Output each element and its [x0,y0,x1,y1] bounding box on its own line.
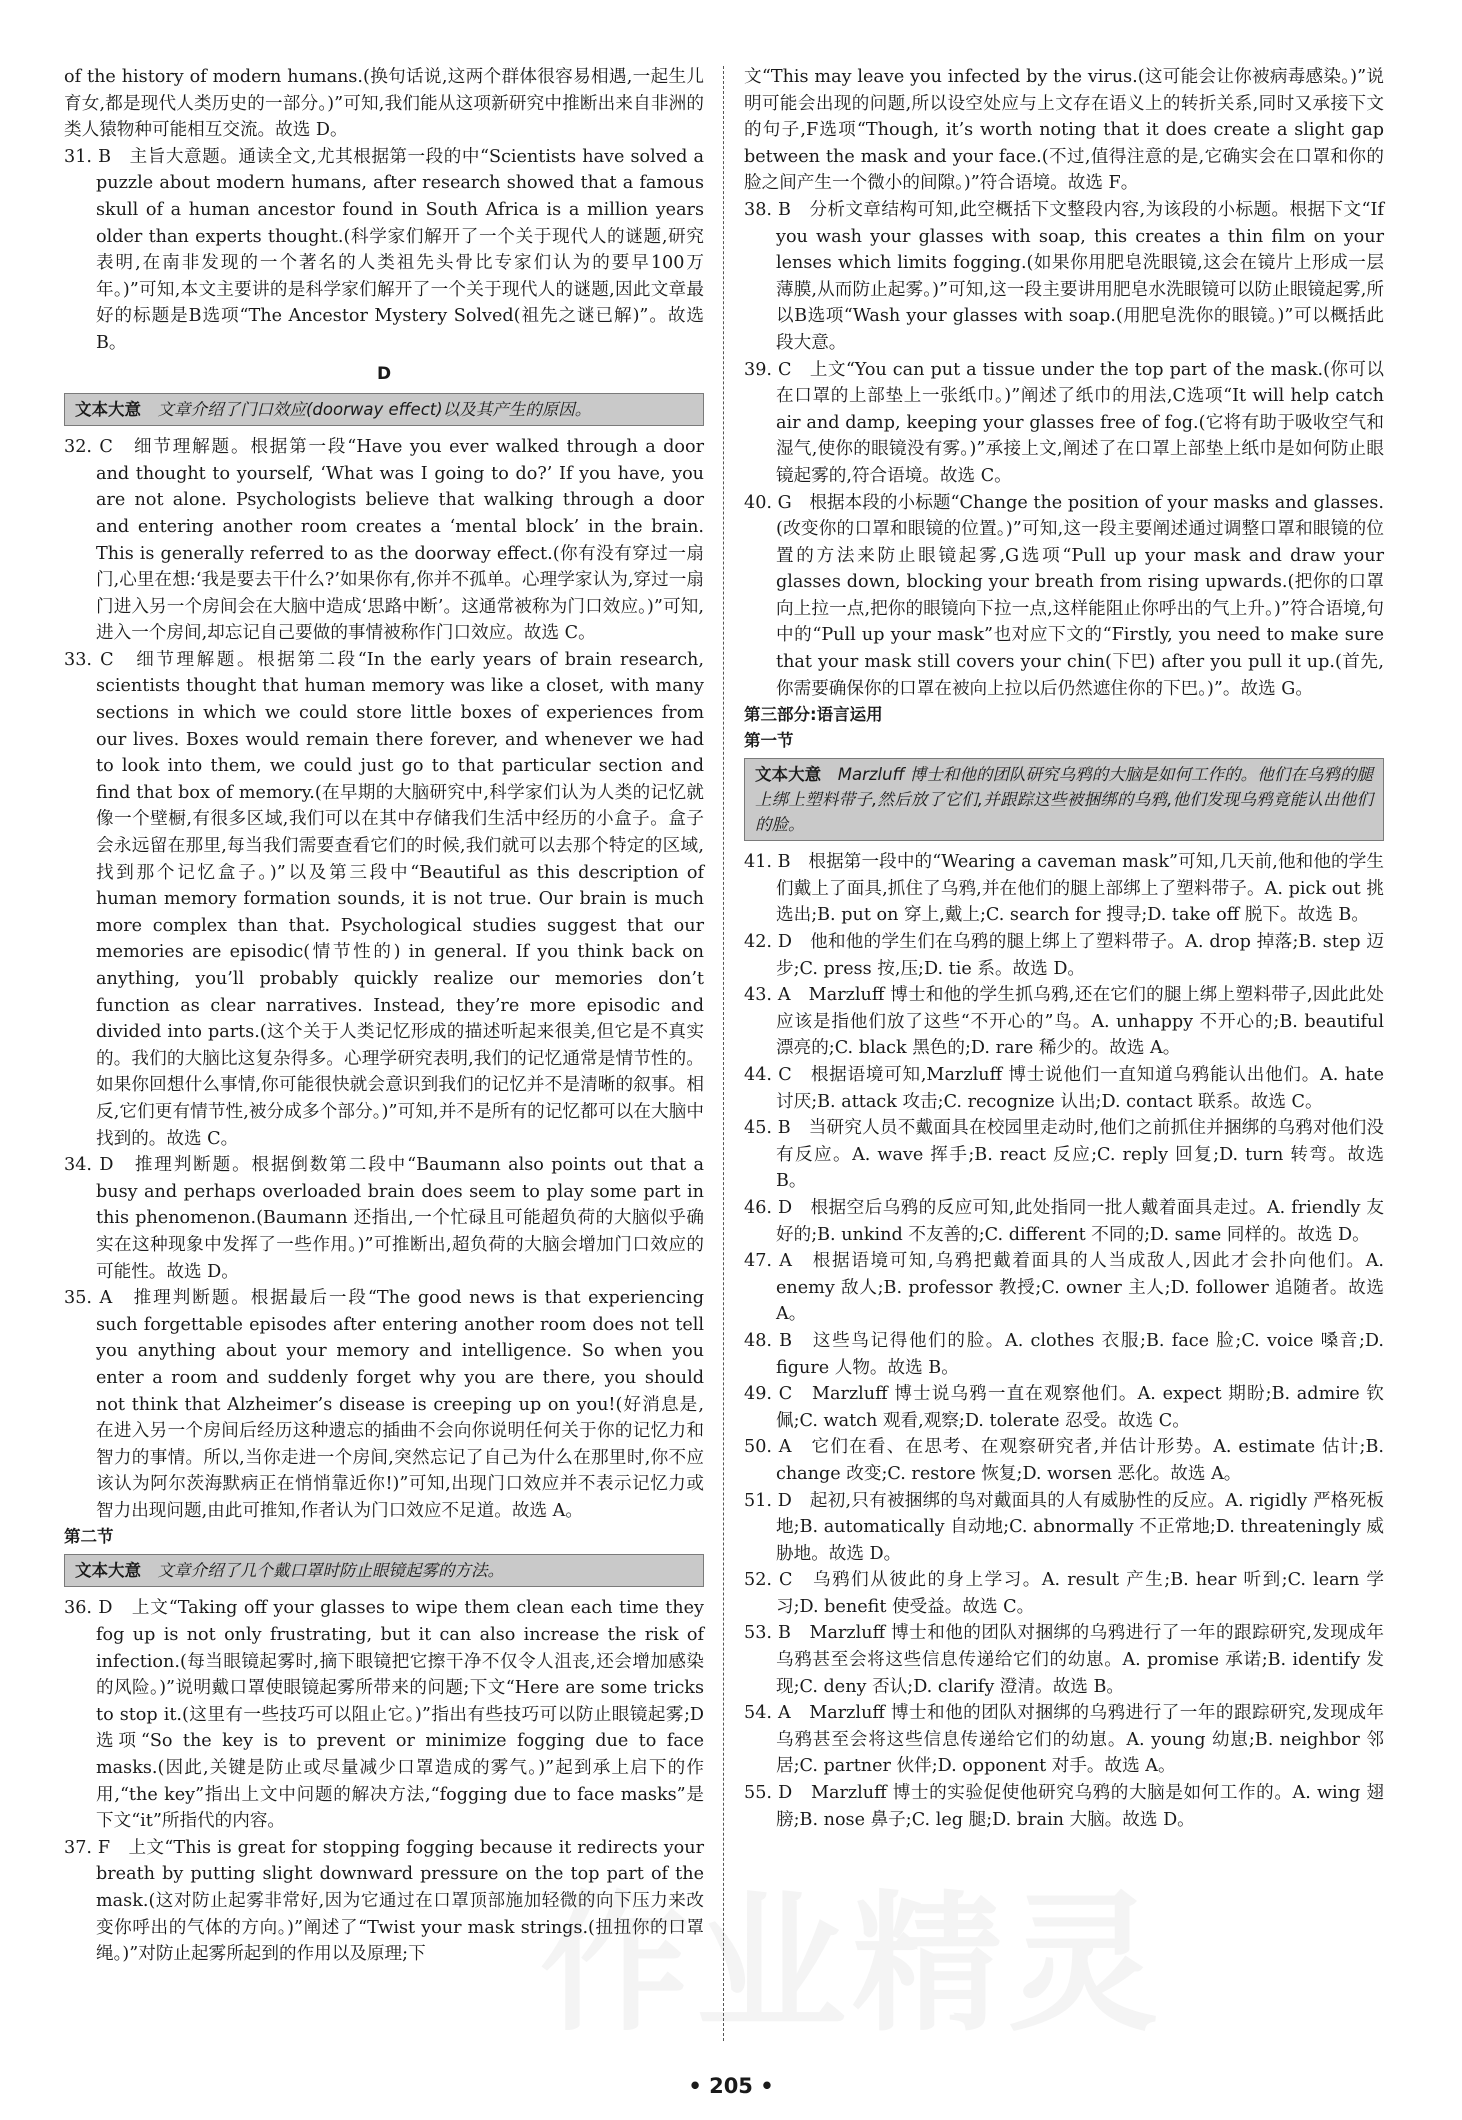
page-number: • 205 • [688,2074,774,2098]
answer-explanation: 37. F 上文“This is great for stopping fogging because it redirects your breath by putting slight downward pressure on the top part of the mask.(这对防止起雾非常好,因为它通过在口罩顶部施加轻微的向下压力来改变你呼出的气体的方向。)”阐述了“Twist your mask strings.(扭扭你的口罩绳。)”对防止起雾所起到的作用以及原理;下 [64,1837,704,1965]
answer-explanation: 52. C 乌鸦们从彼此的身上学习。A. result 产生;B. hear 听到;C. learn 学习;D. benefit 使受益。故选 C。 [744,1570,1384,1617]
answer-explanation: 41. B 根据第一段中的“Wearing a caveman mask”可知,几天前,他和他的学生们戴上了面具,抓住了乌鸦,并在他们的腿上部绑上了塑料带子。A. pick out 挑选出;B. put on 穿上,戴上;C. search for 搜寻;D. take off 脱下。故选 B。 [744,852,1384,926]
answer-explanation: 39. C 上文“You can put a tissue under the top part of the mask.(你可以在口罩的上部垫上一张纸巾。)”阐述了纸巾的用法,C选项“It will help catch air and damp, keeping your glasses free of fog.(它将有助于吸收空气和湿气,使你的眼镜没有雾。)”承接上文,阐述了在口罩上部垫上纸巾是如何防止眼镜起雾的,符合语境。故选 C。 [744,359,1384,486]
summary-text: 文章介绍了几个戴口罩时防止眼镜起雾的方法。 [157,1561,504,1581]
summary-box [744,758,1384,841]
left-column [64,64,704,1968]
answer-explanation: 34. D 推理判断题。根据倒数第二段中“Baumann also points out that a busy and perhaps overloaded brain does seem to play some part in this phenomenon.(Baumann 还指出,一个忙碌且可能超负荷的大脑似乎确实在这种现象中发挥了一些作用。)”可推断出,超负荷的大脑会增加门口效应的可能性。故选 D。 [64,1155,704,1282]
summary-label: 文本大意 [75,1561,141,1581]
answer-explanation: 31. B 主旨大意题。通读全文,尤其根据第一段的中“Scientists have solved a puzzle about modern humans, after research showed that a famous skull of a human ancestor found in South Africa is a million years older than experts thought.(科学家们解开了一个关于现代人的谜题,研究表明,在南非发现的一个著名的人类祖先头骨比专家们认为的要早100万年。)”可知,本文主要讲的是科学家们解开了一个关于现代人的谜题,因此文章最好的标题是B选项“The Ancestor Mystery Solved(祖先之谜已解)”。故选 B。 [64,146,704,353]
answer-explanation: 54. A Marzluff 博士和他的团队对捆绑的乌鸦进行了一年的跟踪研究,发现成年乌鸦甚至会将这些信息传递给它们的幼崽。A. young 幼崽;B. neighbor 邻居;C. partner 伙伴;D. opponent 对手。故选 A。 [744,1703,1384,1777]
answer-explanation: 43. A Marzluff 博士和他的学生抓乌鸦,还在它们的腿上绑上塑料带子,因此此处应该是指他们放了这些“不开心的”鸟。A. unhappy 不开心的;B. beautiful 漂亮的;C. black 黑色的;D. rare 稀少的。故选 A。 [744,985,1384,1059]
answer-explanation: 42. D 他和他的学生们在乌鸦的腿上绑上了塑料带子。A. drop 掉落;B. step 迈步;C. press 按,压;D. tie 系。故选 D。 [744,932,1384,979]
section-heading: 第三部分:语言运用 [744,705,883,725]
answer-explanation: 38. B 分析文章结构可知,此空概括下文整段内容,为该段的小标题。根据下文“If you wash your glasses with soap, this creates a thin film on your lenses which limits fogging.(如果你用肥皂洗眼镜,这会在镜片上形成一层薄膜,从而防止起雾。)”可知,这一段主要讲用肥皂水洗眼镜可以防止眼镜起雾,所以B选项“Wash your glasses with soap.(用肥皂洗你的眼镜。)”可以概括此段大意。 [744,199,1384,353]
answer-explanation: 44. C 根据语境可知,Marzluff 博士说他们一直知道乌鸦能认出他们。A. hate 讨厌;B. attack 攻击;C. recognize 认出;D. contact 联系。故选 C。 [744,1065,1384,1112]
answer-explanation: 49. C Marzluff 博士说乌鸦一直在观察他们。A. expect 期盼;B. admire 钦佩;C. watch 观看,观察;D. tolerate 忍受。故选 C。 [744,1384,1384,1431]
answer-explanation: 33. C 细节理解题。根据第二段“In the early years of brain research, scientists thought that human memory was like a closet, with many sections in which we could store little boxes of experiences from our lives. Boxes would remain there forever, and whenever we had to look into them, we could just go to that particular section and find that box of memory.(在早期的大脑研究中,科学家们认为人类的记忆就像一个壁橱,有很多区域,我们可以在其中存储我们生活中经历的小盒子。盒子会永远留在那里,每当我们需要查看它们的时候,我们就可以去那个特定的区域,找到那个记忆盒子。)”以及第三段中“Beautiful as this description of human memory formation sounds, it is not true. Our brain is much more complex than that. Psychological studies suggest that our memories are episodic(情节性的) in general. If you think back on anything, you’ll probably quickly realize our memories don’t function as clear narratives. Instead, they’re more episodic and divided into parts.(这个关于人类记忆形成的描述听起来很美,但它是不真实的。我们的大脑比这复杂得多。心理学研究表明,我们的记忆通常是情节性的。如果你回想什么事情,你可能很快就会意识到我们的记忆并不是清晰的叙事。相反,它们更有情节性,被分成多个部分。)”可知,并不是所有的记忆都可以在大脑中找到的。故选 C。 [64,649,704,1149]
summary-box [64,1554,704,1587]
section-heading: 第一节 [744,731,794,751]
answer-explanation: 35. A 推理判断题。根据最后一段“The good news is that experiencing such forgettable episodes after entering another room does not tell you anything about your memory and intelligence. So when you enter a room and suddenly forget why you are there, you should not think that Alzheimer’s disease is creeping up on you!(好消息是,在进入另一个房间后经历这种遗忘的插曲不会向你说明任何关于你的记忆力和智力的事情。所以,当你走进一个房间,突然忘记了自己为什么在那里时,你不应该认为阿尔茨海默病正在悄悄靠近你!)”可知,出现门口效应并不表示记忆力或智力出现问题,由此可推知,作者认为门口效应不足道。故选 A。 [64,1288,704,1521]
answer-explanation: 45. B 当研究人员不戴面具在校园里走动时,他们之前抓住并捆绑的乌鸦对他们没有反应。A. wave 挥手;B. react 反应;C. reply 回复;D. turn 转弯。故选 B。 [744,1118,1384,1192]
right-column [744,64,1384,1833]
passage-letter: D [376,363,392,384]
answer-explanation: 32. C 细节理解题。根据第一段“Have you ever walked through a door and thought to yourself, ‘What was I going to do?’ If you have, you are not alone. Psychologists believe that walking through a door and entering another room creates a ‘mental block’ in the brain. This is generally referred to as the doorway effect.(你有没有穿过一扇门,心里在想:‘我是要去干什么?’如果你有,你并不孤单。心理学家认为,穿过一扇门进入另一个房间会在大脑中造成‘思路中断’。这通常被称为门口效应。)”可知,进入一个房间,却忘记自己要做的事情被称作门口效应。故选 C。 [64,437,704,644]
answer-explanation: 51. D 起初,只有被捆绑的鸟对戴面具的人有威胁性的反应。A. rigidly 严格死板地;B. automatically 自动地;C. abnormally 不正常地;D. threateningly 威胁地。故选 D。 [744,1490,1384,1564]
answer-explanation: 36. D 上文“Taking off your glasses to wipe them clean each time they fog up is not only frustrating, but it can also increase the risk of infection.(每当眼镜起雾时,摘下眼镜把它擦干净不仅令人沮丧,还会增加感染的风险。)”说明戴口罩使眼镜起雾所带来的问题;下文“Here are some tricks to stop it.(这里有一些技巧可以阻止它。)”指出有些技巧可以防止眼镜起雾;D选项“So the key is to prevent or minimize fogging due to face masks.(因此,关键是防止或尽量减少口罩造成的雾气。)”起到承上启下的作用,“the key”指出上文中问题的解决方法,“fogging due to face masks”是下文“it”所指代的内容。 [64,1598,704,1832]
answer-explanation: 46. D 根据空后乌鸦的反应可知,此处指同一批人戴着面具走过。A. friendly 友好的;B. unkind 不友善的;C. different 不同的;D. same 同样的。故选 D。 [744,1197,1384,1245]
answer-explanation: 50. A 它们在看、在思考、在观察研究者,并估计形势。A. estimate 估计;B. change 改变;C. restore 恢复;D. worsen 恶化。故选 A。 [744,1437,1384,1484]
answer-explanation: 47. A 根据语境可知,乌鸦把戴着面具的人当成敌人,因此才会扑向他们。A. enemy 敌人;B. professor 教授;C. owner 主人;D. follower 追随者。故选 A。 [744,1251,1384,1325]
summary-label: 文本大意 [75,400,141,420]
paragraph: 文“This may leave you infected by the virus.(这可能会让你被病毒感染。)”说明可能会出现的问题,所以设空处应与上文存在语义上的转折关系,同时又承接下文的句子,F选项“Though, it’s worth noting that it does create a slight gap between the mask and your face.(不过,值得注意的是,它确实会在口罩和你的脸之间产生一个微小的间隙。)”符合语境。故选 F。 [744,67,1384,194]
summary-text: 文章介绍了门口效应(doorway effect)以及其产生的原因。 [157,400,592,420]
answer-explanation: 55. D Marzluff 博士的实验促使他研究乌鸦的大脑是如何工作的。A. wing 翅膀;B. nose 鼻子;C. leg 腿;D. brain 大脑。故选 D。 [744,1783,1384,1830]
answer-explanation: 53. B Marzluff 博士和他的团队对捆绑的乌鸦进行了一年的跟踪研究,发现成年乌鸦甚至会将这些信息传递给它们的幼崽。A. promise 承诺;B. identify 发现;C. deny 否认;D. clarify 澄清。故选 B。 [744,1623,1384,1697]
watermark: 作业精灵 [540,1878,1165,2052]
summary-text: Marzluff 博士和他的团队研究乌鸦的大脑是如何工作的。他们在乌鸦的腿上绑上塑料带子,然后放了它们,并跟踪这些被捆绑的乌鸦,他们发现乌鸦竟能认出他们的脸。 [755,765,1373,835]
column-divider [723,66,724,2041]
answer-explanation: 48. B 这些鸟记得他们的脸。A. clothes 衣服;B. face 脸;C. voice 嗓音;D. figure 人物。故选 B。 [744,1330,1384,1378]
summary-label: 文本大意 [755,765,822,785]
section-heading: 第二节 [64,1527,114,1547]
answer-explanation: 40. G 根据本段的小标题“Change the position of your masks and glasses.(改变你的口罩和眼镜的位置。)”可知,这一段主要阐述通过调整口罩和眼镜的位置的方法来防止眼镜起雾,G选项“Pull up your mask and draw your glasses down, blocking your breath from rising upwards.(把你的口罩向上拉一点,把你的眼镜向下拉一点,这样能阻止你呼出的气上升。)”符合语境,句中的“Pull up your mask”也对应下文的“Firstly, you need to make sure that your mask still covers your chin(下巴) after you pull it up.(首先,你需要确保你的口罩在被向上拉以后仍然遮住你的下巴。)”。故选 G。 [744,492,1384,699]
paragraph: of the history of modern humans.(换句话说,这两个群体很容易相遇,一起生儿育女,都是现代人类历史的一部分。)”可知,我们能从这项新研究中推断出来自非洲的类人猿物种可能相互交流。故选 D。 [64,67,704,141]
summary-box [64,393,704,426]
